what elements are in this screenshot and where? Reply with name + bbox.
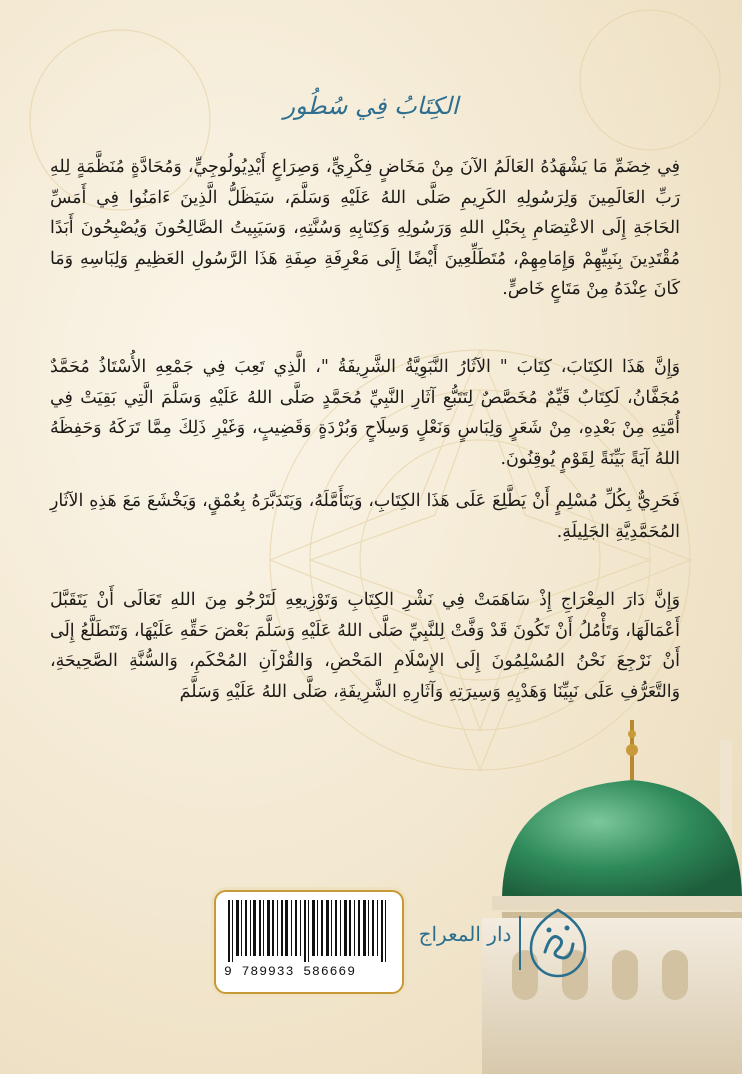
intro-paragraph: فِي خِضَمِّ مَا يَشْهَدُهُ العَالَمُ الآنَ مِنْ مَخَاضٍ فِكْرِيٍّ، وَصِرَاعٍ أَيْدِيُولُوجِيٍّ، وَمُحَادَّةٍ مُنَظَّمَةٍ لِلهِ رَبِّ العَالَمِينَ وَلِرَسُولِهِ الكَرِيمِ صَلَّى اللهُ عَلَيْهِ وَسَلَّمَ، سَيَظَلُّ الَّذِينَ ءَامَنُوا فِي أَمَسِّ الحَاجَةِ إِلَى الاعْتِصَامِ بِحَبْلِ اللهِ وَرَسُولِهِ وَكِتَابِهِ وَسُنَّتِهِ، وَسَيَبِيتُ الصَّالِحُونَ وَيُصْبِحُونَ أَبَدًا مُقْتَدِينَ بِنَبِيِّهِمْ وَإِمَامِهِمْ، مُتَطَلِّعِينَ أَيْضًا إِلَى مَعْرِفَةِ صِفَةِ هَذَا الرَّسُولِ العَظِيمِ وَلِبَاسِهِ وَمَا كَانَ عِنْدَهُ مِنْ مَتَاعٍ خَاصٍّ. — [50, 157, 680, 299]
publisher-note-paragraph: وَإِنَّ دَارَ المِعْرَاجِ إِذْ سَاهَمَتْ فِي نَشْرِ الكِتَابِ وَتَوْزِيعِهِ لَتَرْجُو مِنَ اللهِ تَعَالَى أَنْ يَتَقَبَّلَ أَعْمَالَهَا، وَتَأْمُلُ أَنْ تَكُونَ قَدْ وَفَّتْ لِلنَّبِيِّ صَلَّى اللهُ عَلَيْهِ وَسَلَّمَ بَعْضَ حَقِّهِ عَلَيْهَا، وَتَتَطَلَّعُ إِلَى أَنْ نَرْجِعَ نَحْنُ المُسْلِمُونَ إِلَى الإِسْلَامِ المَحْضِ، وَالقُرْآنِ المُحْكَمِ، وَالسُّنَّةِ الصَّحِيحَةِ، وَالتَّعَرُّفِ عَلَى نَبِيِّنَا وَهَدْيِهِ وَسِيرَتِهِ وَآثَارِهِ الشَّرِيفَةِ، صَلَّى اللهُ عَلَيْهِ وَسَلَّمَ — [50, 590, 680, 702]
book-description-paragraph: وَإِنَّ هَذَا الكِتَابَ، كِتَابَ " الآثَارُ النَّبَوِيَّةُ الشَّرِيفَةُ "، الَّذِي تَعِبَ فِي جَمْعِهِ الأُسْتَاذُ مُحَمَّدٌ مُجَفَّانُ، لَكِتَابٌ قَيِّمٌ مُخَصَّصٌ لِتَتَبُّعِ آثَارِ النَّبِيِّ مُحَمَّدٍ صَلَّى اللهُ عَلَيْهِ وَسَلَّمَ الَّتِي بَقِيَتْ فِي أُمَّتِهِ مِنْ بَعْدِهِ، مِنْ شَعَرٍ وَلِبَاسٍ وَنَعْلٍ وَسِلَاحٍ وَبُرْدَةٍ وَقَضِيبٍ، وَغَيْرِ ذَلِكَ مِمَّا تَرَكَهُ وَحَفِظَهُ اللهُ آيَةً بَيِّنَةً لِقَوْمٍ يُوقِنُونَ. — [50, 357, 680, 469]
isbn-barcode — [214, 890, 404, 994]
isbn-number: 9 789933 586669 — [224, 964, 357, 979]
barcode-bars — [226, 900, 390, 962]
publisher-mark — [415, 908, 595, 978]
publisher-divider — [519, 916, 521, 970]
green-dome-illustration — [482, 700, 742, 1074]
page-title: الكِتَابُ فِي سُطُور — [283, 92, 459, 120]
publisher-name: دار المعراج — [418, 922, 512, 946]
publisher-calligraphy-logo-icon — [527, 908, 589, 978]
recommendation-paragraph: فَحَرِيٌّ بِكُلِّ مُسْلِمٍ أَنْ يَطَّلِعَ عَلَى هَذَا الكِتَابِ، وَيَتَأَمَّلَهُ، وَيَتَدَبَّرَهُ بِعُمْقٍ، وَيَخْشَعَ مَعَ هَذِهِ الآثَارِ المُحَمَّدِيَّةِ الجَلِيلَةِ. — [50, 491, 680, 542]
